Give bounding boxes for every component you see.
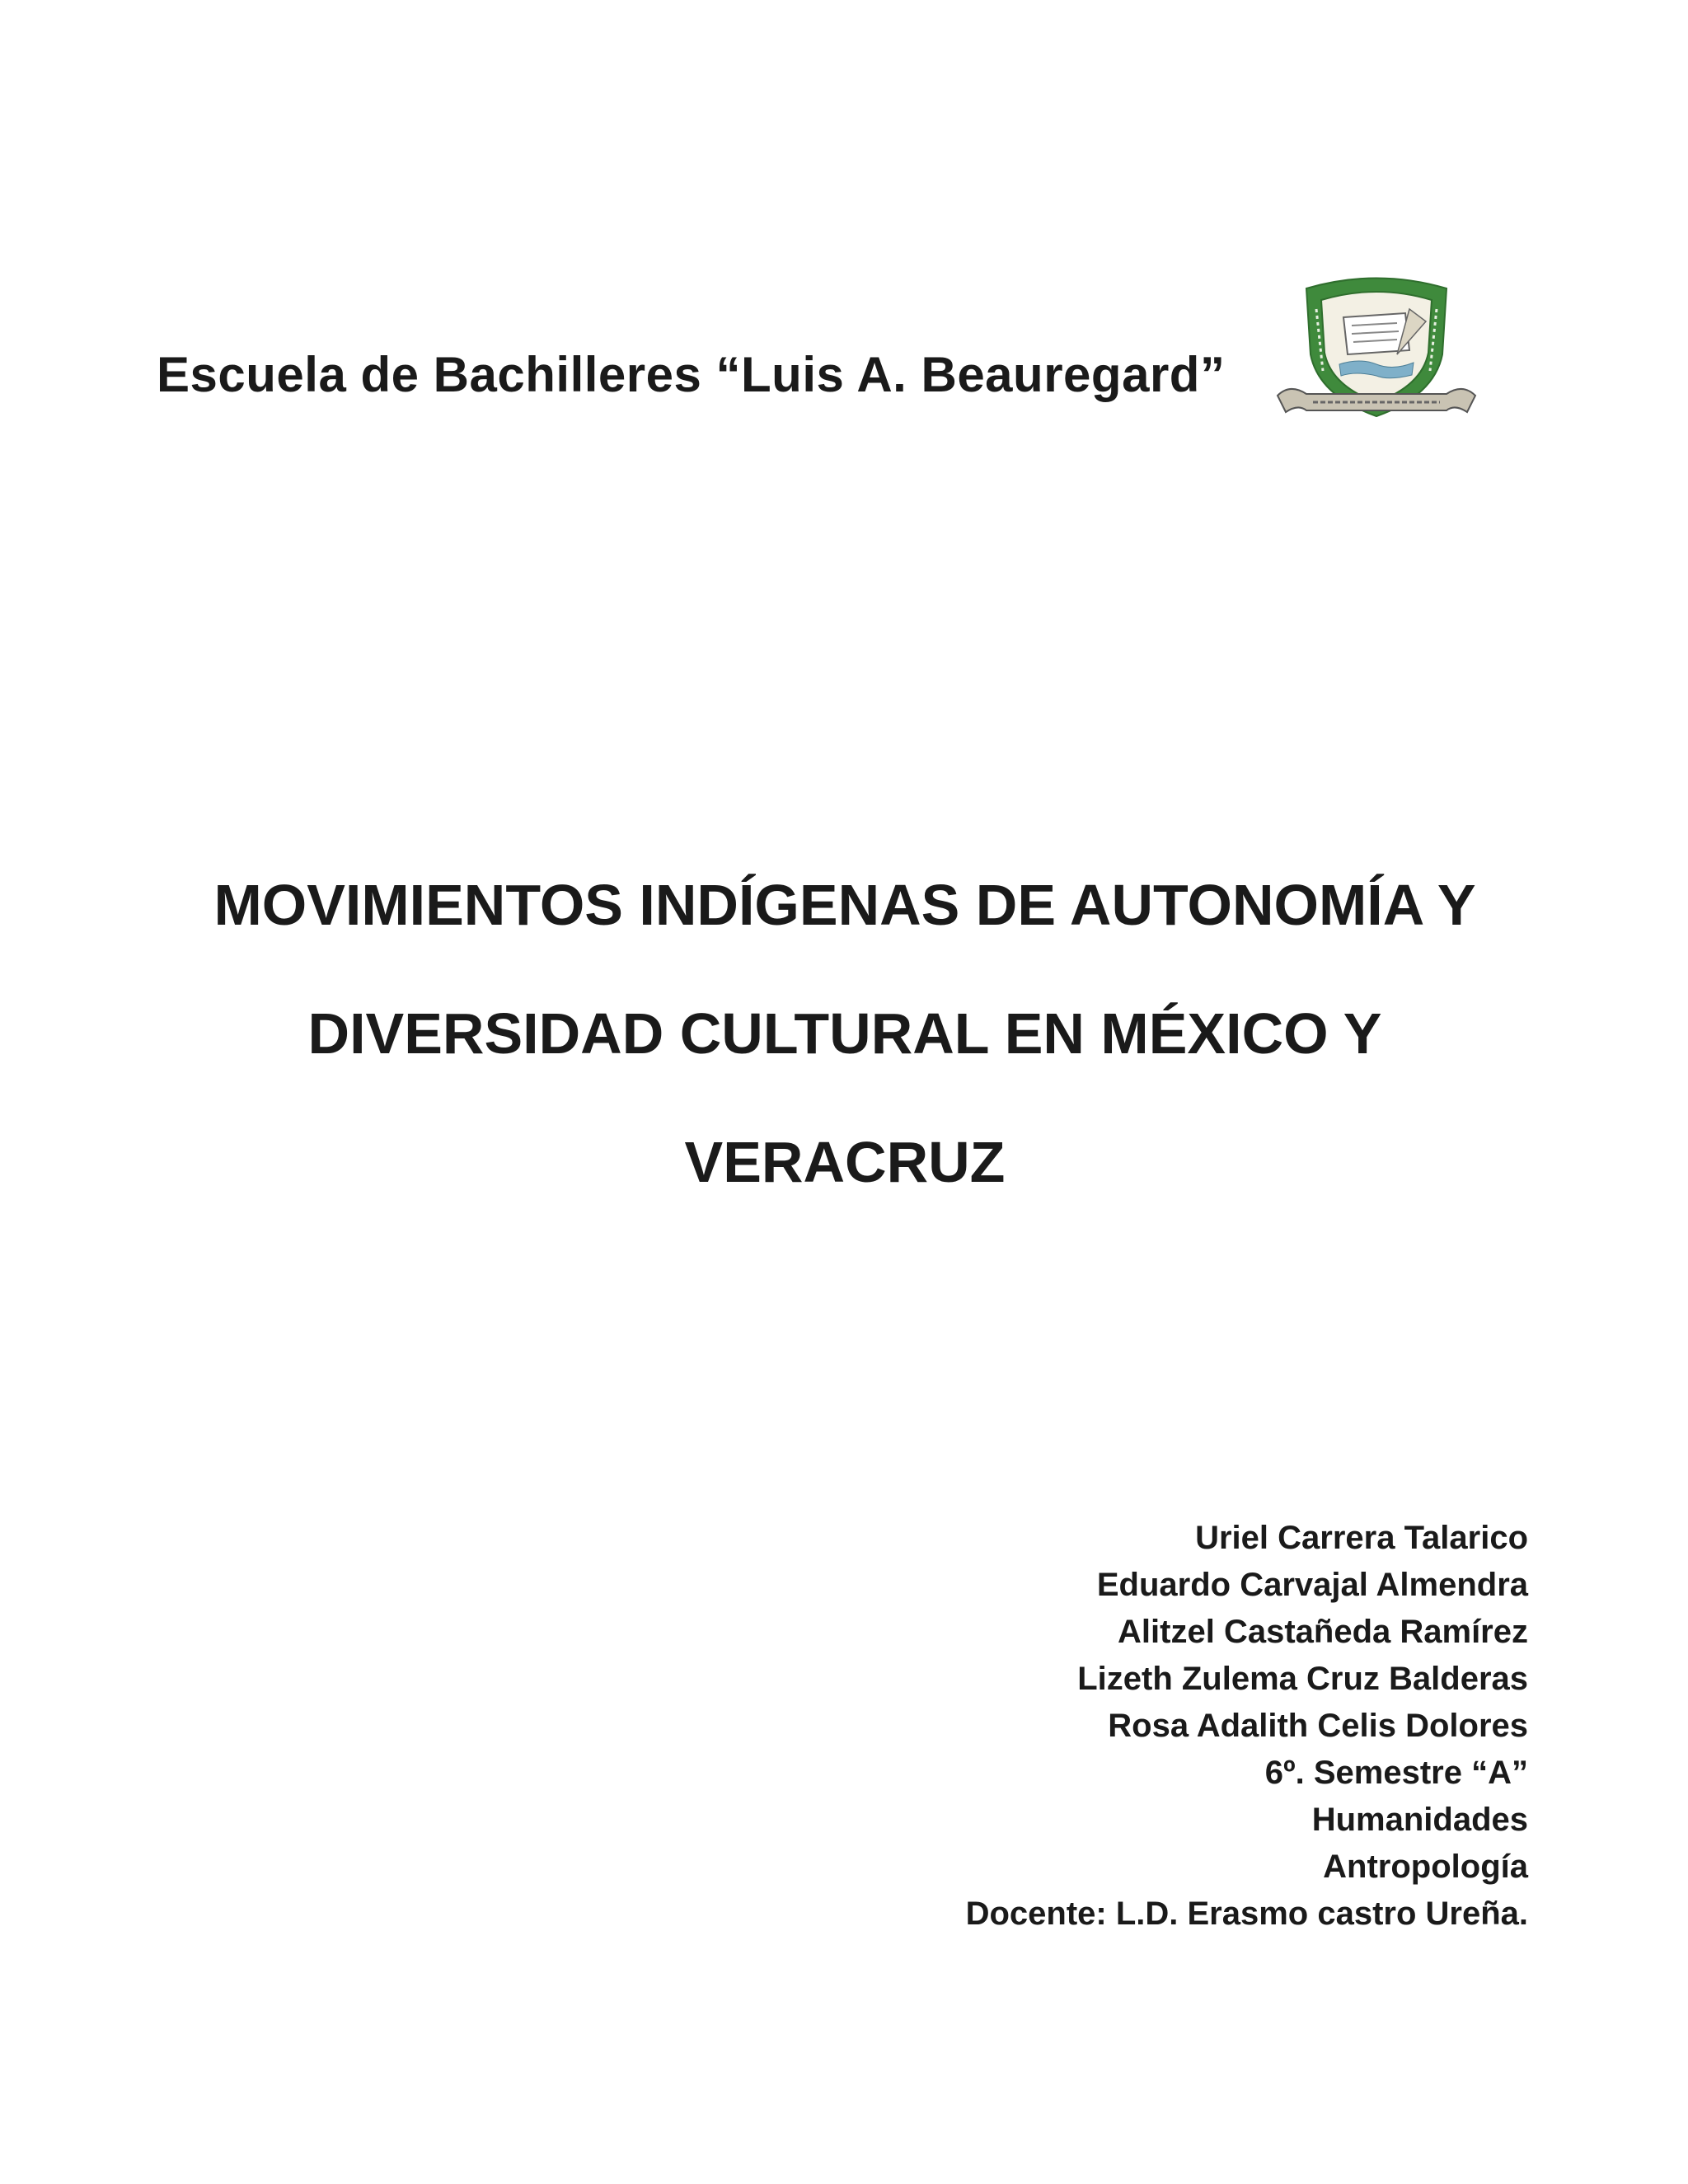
school-name: Escuela de Bachilleres “Luis A. Beauregard”: [157, 347, 1226, 402]
subject-label: Antropología: [1323, 1849, 1528, 1885]
area-label: Humanidades: [1311, 1802, 1528, 1838]
student-name: Uriel Carrera Talarico: [1195, 1520, 1528, 1556]
teacher-label: Docente: L.D. Erasmo castro Ureña.: [965, 1896, 1528, 1932]
title-line-1: MOVIMIENTOS INDÍGENAS DE AUTONOMÍA Y: [213, 873, 1476, 937]
student-name: Lizeth Zulema Cruz Balderas: [1077, 1661, 1528, 1697]
student-name: Eduardo Carvajal Almendra: [1096, 1567, 1528, 1603]
credits-block: [966, 1515, 1528, 1938]
school-crest-icon: [1273, 272, 1479, 429]
semester-label: 6º. Semestre “A”: [1264, 1755, 1528, 1791]
title-line-2: DIVERSIDAD CULTURAL EN MÉXICO Y: [307, 1001, 1382, 1066]
document-title: [124, 841, 1566, 1226]
student-name: Alitzel Castañeda Ramírez: [1118, 1614, 1528, 1650]
title-line-3: VERACRUZ: [684, 1130, 1006, 1194]
student-name: Rosa Adalith Celis Dolores: [1108, 1708, 1528, 1744]
